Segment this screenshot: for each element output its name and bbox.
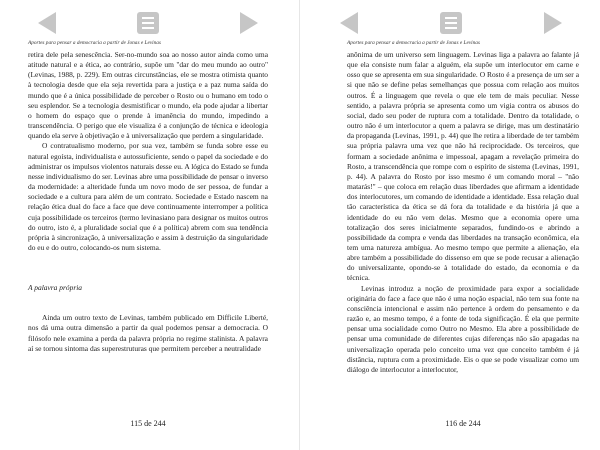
section-title: A palavra própria bbox=[28, 283, 82, 293]
page-nav bbox=[38, 8, 258, 38]
triangle-right-icon[interactable] bbox=[544, 12, 562, 34]
triangle-left-icon[interactable] bbox=[38, 12, 56, 34]
right-page bbox=[300, 0, 600, 450]
page-body bbox=[28, 50, 268, 354]
page-nav bbox=[340, 8, 562, 38]
paragraph: anônima de um universo sem linguagem. Levinas liga a palavra ao falante já que ela consiste num falar a alguém, ela supõe um interlocutor em carne e osso que se apresenta em sua singularidade. O Rosto é a presença de um ser a si que não se define pelas semelhanças que possua com relação aos muitos outros. É a linguagem que revela o que ele tem de mais peculiar. Nesse sentido, a palavra própria se apresenta como um vigia contra os abusos do social, dado seu poder de ruptura com a totalidade. Dentro da totalidade, o outro não é um interlocutor a quem a palavra se dirige, mas um destinatário da propaganda (Levinas, 1991, p. 44) que lhe retira a liberdade de ter também sua própria palavra uma vez que não há reciprocidade. Os terceiros, que formam a sociedade anônima e impessoal, apagam a revelação primeira do Rosto, a transcendência que rompe com o espírito de sistema (Levinas, 1991, p. 44). A palavra do Rosto por isso mesmo é um comando moral – "não matarás!" – que coloca em relação duas liberdades que afirmam a identidade dos interlocutores, um comando de identidade a identidade. Essa relação dual tão característica da ética se dá fora da totalidade e da história já que a identidade do eu não vem delas. Mesmo que a economia opere uma totalização dos seres inicialmente separados, fundindo-os e abrindo a possibilidade da compra e venda das liberdades na transação econômica, ela tem uma natureza ambígua. Ao mesmo tempo que permite a alienação, ela abre também a possibilidade do dissenso em que se pode recusar a alienação do universalizante, opondo-se à totalidade do estado, da economia e da técnica. bbox=[347, 50, 579, 283]
paragraph: Levinas introduz a noção de proximidade para expor a socialidade originária do face a face que não é uma noção espacial, não tem sua fonte na consciência intencional e assim não pertence à ordem do pensamento e da razão e, ao mesmo tempo, é a fonte de toda significação. É ela que permite pensar uma socialidade como Outro no Mesmo. Ela abre a possibilidade de pensar uma comunidade de diferentes cujas diferenças não são apagadas na universalização operada pelo conceito uma vez que conceito também é já distância, ruptura com a proximidade. Eis o que se pode visualizar como um diálogo de interlocutor a interlocutor, bbox=[347, 283, 579, 374]
paragraph: O contratualismo moderno, por sua vez, também se funda sobre esse eu natural egoísta, individualista e autossuficiente, sendo o papel da sociedade e do administrar os impulsos violentos naturais desse eu. A lógica do Estado se funda nesse individualismo do ser. Levinas abre uma possibilidade de pensar o inverso da modernidade: a alteridade funda um novo modo de ser pessoa, de fundar a sociedade e a cultura para além de um contrato. Sociedade e Estado nascem na relação ética dual do face a face que deve continuamente interromper a política cuja possibilidade os terceiros (termo levinasiano para designar os muitos outros do outro, isto é, a pluralidade social que é a política) abrem com sua tendência própria à sincronização, à universalização e assim à destruição da singularidade do eu e do outro, colocando-os num sistema. bbox=[28, 141, 268, 252]
paragraph: Ainda um outro texto de Levinas, também publicado em Difficile Liberté, nos dá uma outra dimensão a partir da qual podemos pensar a democracia. O filósofo nele examina a perda da palavra própria no regime stalinista. A palavra aí se tornou sintoma das superestruturas que permitem perceber a neutralidade bbox=[28, 313, 268, 353]
menu-icon[interactable] bbox=[440, 12, 462, 34]
page-number: 115 de 244 bbox=[130, 419, 166, 428]
page-number: 116 de 244 bbox=[445, 419, 481, 428]
page-body bbox=[347, 50, 579, 375]
triangle-left-icon[interactable] bbox=[340, 12, 358, 34]
menu-icon[interactable] bbox=[137, 12, 159, 34]
triangle-right-icon[interactable] bbox=[240, 12, 258, 34]
paragraph: retira dele pela senescência. Ser-no-mundo soa ao nosso autor ainda como uma atitude natural e a ética, ao contrário, supõe um "dar do meu mundo ao outro" (Levinas, 1988, p. 229). Em outras circunstâncias, ele se mostra otimista quanto à tecnologia desde que ela seja revertida para a justiça e a paz numa saída do mundo que é a única possibilidade de perceber o Rosto ou o humano em todo o seu esplendor. Se a tecnologia desmistificar o mundo, ela pode ajudar a libertar o homem do espaço que o prende à imanência do mundo, impedindo a transcendência. O perigo que ele visualiza é a conjunção de técnica e ideologia quando ela serve à objetivação e à universalização que perdem a singularidade. bbox=[28, 50, 268, 141]
running-head: Aportes para pensar a democracia a partir de Jonas e Levinas bbox=[347, 40, 480, 46]
running-head: Aportes para pensar a democracia a partir de Jonas e Levinas bbox=[28, 40, 161, 46]
